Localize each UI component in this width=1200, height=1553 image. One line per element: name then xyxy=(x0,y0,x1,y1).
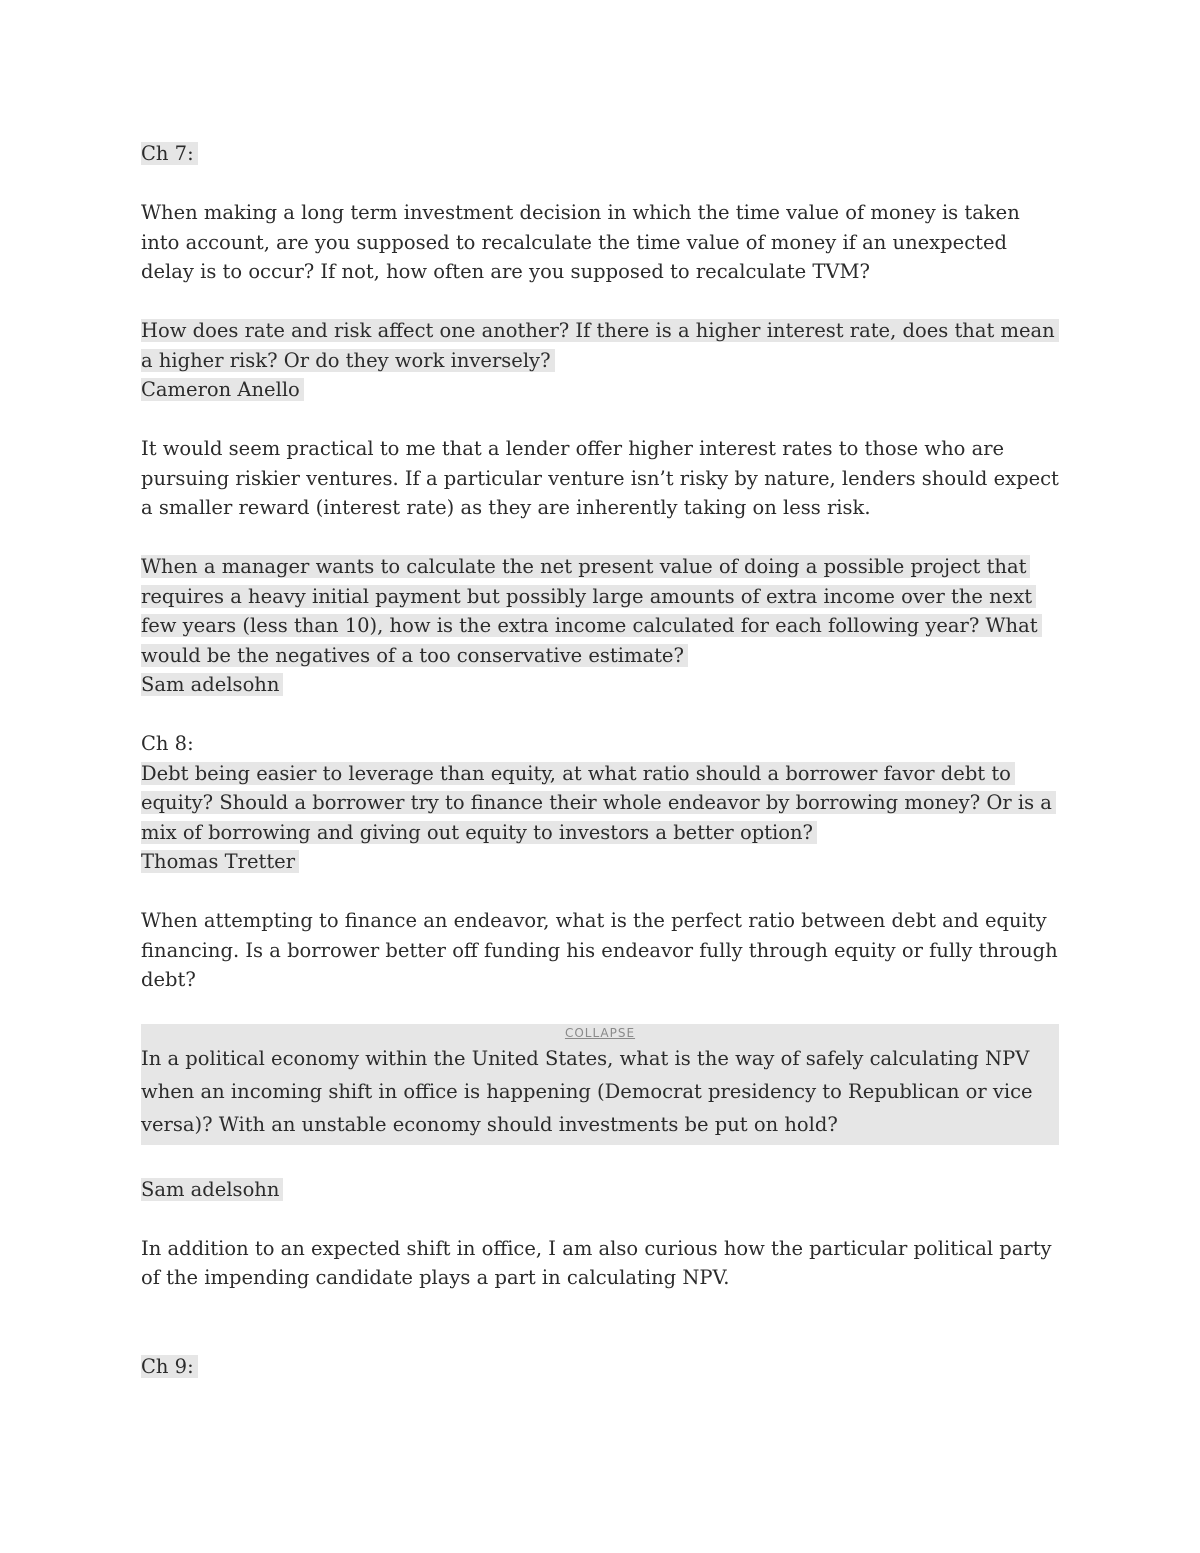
spacer xyxy=(141,1322,1059,1352)
question-author: Sam adelsohn xyxy=(141,670,1059,700)
question-author: Thomas Tretter xyxy=(141,847,1059,877)
highlighted-question: In a political economy within the United States, what is the way of safely calculating NPV when an incoming shift in office is happening (Democrat presidency to Republican or vice versa)? With an unstable economy should investments be put on hold? xyxy=(141,1047,1033,1136)
spacer xyxy=(141,877,1059,907)
reply-paragraph: When attempting to finance an endeavor, what is the perfect ratio between debt and equity financing. Is a borrower better off funding his endeavor fully through equity or fully through debt? xyxy=(141,909,1058,991)
question-paragraph: When making a long term investment decision in which the time value of money is taken into account, are you supposed to recalculate the time value of money if an unexpected delay is to occur? If not, how often are you supposed to recalculate TVM? xyxy=(141,201,1020,283)
spacer xyxy=(141,1145,1059,1175)
document-body xyxy=(141,139,1059,1381)
chapter-heading-7: Ch 7: xyxy=(141,139,1059,169)
collapsible-comment-block xyxy=(141,1024,1059,1145)
question-author: Cameron Anello xyxy=(141,375,1059,405)
spacer xyxy=(141,1204,1059,1234)
question-author: Sam adelsohn xyxy=(141,1175,1059,1205)
collapse-button[interactable]: COLLAPSE xyxy=(564,1026,636,1040)
highlighted-question: When a manager wants to calculate the net present value of doing a possible project that requires a heavy initial payment but possibly large amounts of extra income over the next few years (less than 10), how is the extra income calculated for each following year? What would be the negatives of a too conservative estimate? xyxy=(141,552,1059,670)
highlighted-question: Debt being easier to leverage than equity, at what ratio should a borrower favor debt to equity? Should a borrower try to finance their whole endeavor by borrowing money? Or is a mix of borrowing and giving out equity to investors a better option? xyxy=(141,759,1059,848)
spacer xyxy=(141,169,1059,199)
spacer xyxy=(141,1293,1059,1323)
reply-paragraph: It would seem practical to me that a lender offer higher interest rates to those who are pursuing riskier ventures. If a particular venture isn’t risky by nature, lenders should expect a smaller reward (interest rate) as they are inherently taking on less risk. xyxy=(141,437,1059,519)
spacer xyxy=(141,995,1059,1025)
chapter-heading-8: Ch 8: xyxy=(141,732,194,755)
spacer xyxy=(141,700,1059,730)
spacer xyxy=(141,287,1059,317)
highlighted-question: How does rate and risk affect one another? If there is a higher interest rate, does that mean a higher risk? Or do they work inversely? xyxy=(141,316,1059,375)
chapter-heading-9: Ch 9: xyxy=(141,1352,1059,1382)
spacer xyxy=(141,405,1059,435)
spacer xyxy=(141,523,1059,553)
reply-paragraph: In addition to an expected shift in office, I am also curious how the particular political party of the impending candidate plays a part in calculating NPV. xyxy=(141,1236,1052,1289)
